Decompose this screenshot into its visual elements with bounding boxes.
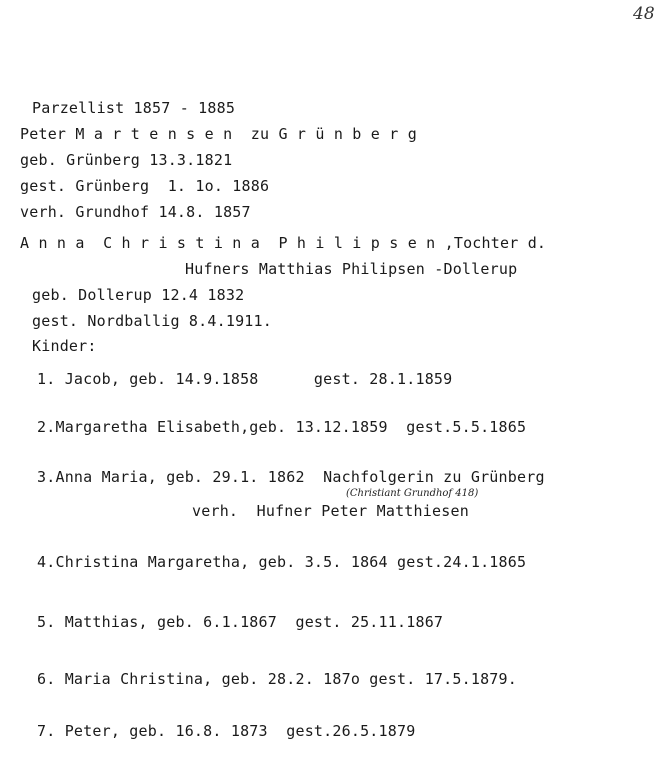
page-number: 48 bbox=[633, 4, 655, 24]
child-entry-6: 6. Maria Christina, geb. 28.2. 187o gest. 17.5.1879. bbox=[37, 670, 517, 688]
child-entry-1: 1. Jacob, geb. 14.9.1858 gest. 28.1.1859 bbox=[37, 370, 453, 388]
child-3-marriage-line: verh. Hufner Peter Matthiesen bbox=[192, 502, 469, 520]
handwritten-note: (Christiant Grundhof 418) bbox=[346, 488, 479, 499]
spouse-father-line: Hufners Matthias Philipsen -Dollerup bbox=[185, 260, 518, 278]
spouse-name-line: A n n a C h r i s t i n a P h i l i p s e n ,Tochter d. bbox=[20, 234, 547, 252]
child-entry-5: 5. Matthias, geb. 6.1.1867 gest. 25.11.1867 bbox=[37, 613, 444, 631]
child-entry-2: 2.Margaretha Elisabeth,geb. 13.12.1859 gest.5.5.1865 bbox=[37, 418, 527, 436]
birth-line: geb. Grünberg 13.3.1821 bbox=[20, 151, 233, 169]
death-line: gest. Grünberg 1. 1o. 1886 bbox=[20, 177, 270, 195]
spouse-death-line: gest. Nordballig 8.4.1911. bbox=[32, 312, 272, 330]
person-name-line: Peter M a r t e n s e n zu G r ü n b e r g bbox=[20, 125, 417, 143]
child-entry-7: 7. Peter, geb. 16.8. 1873 gest.26.5.1879 bbox=[37, 722, 416, 740]
marriage-line: verh. Grundhof 14.8. 1857 bbox=[20, 203, 251, 221]
spouse-birth-line: geb. Dollerup 12.4 1832 bbox=[32, 286, 245, 304]
children-label: Kinder: bbox=[32, 337, 97, 355]
child-entry-3: 3.Anna Maria, geb. 29.1. 1862 Nachfolgerin zu Grünberg bbox=[37, 468, 545, 486]
child-entry-4: 4.Christina Margaretha, geb. 3.5. 1864 gest.24.1.1865 bbox=[37, 553, 527, 571]
document-title: Parzellist 1857 - 1885 bbox=[32, 99, 236, 117]
